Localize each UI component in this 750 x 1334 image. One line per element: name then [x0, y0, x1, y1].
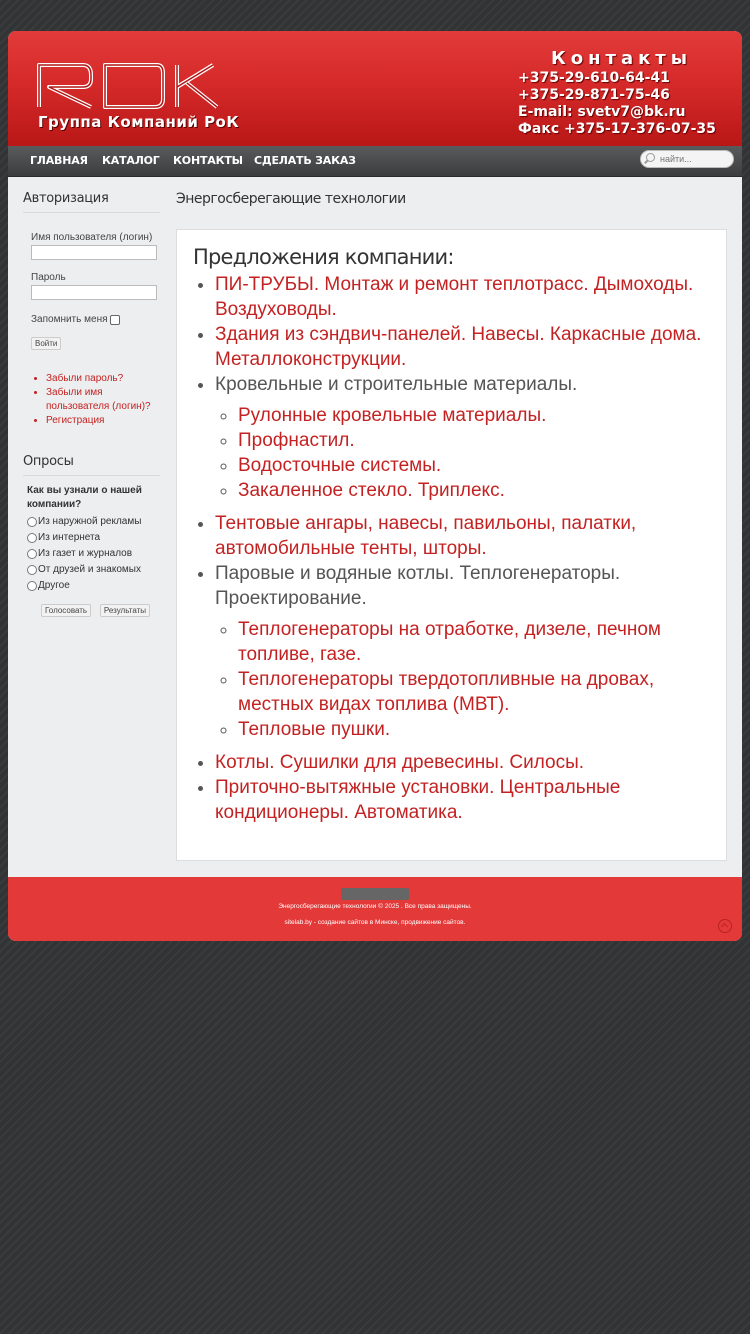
offer-link[interactable]: Котлы. Сушилки для древесины. Силосы. — [215, 752, 585, 773]
nav-item-catalog[interactable]: КАТАЛОГ — [102, 154, 160, 167]
forgot-password-link[interactable]: Забыли пароль? — [46, 373, 124, 384]
radio-button[interactable] — [27, 517, 37, 527]
counter-badge[interactable] — [341, 888, 409, 900]
remember-label: Запомнить меня — [31, 314, 108, 325]
offer-link[interactable]: Рулонные кровельные материалы. — [238, 405, 547, 426]
list-item — [238, 617, 726, 667]
header-contacts — [518, 48, 716, 138]
article-box — [176, 229, 727, 861]
search-icon — [646, 153, 655, 162]
offers-heading: Предложения компании: — [193, 245, 454, 269]
poll-form — [23, 476, 160, 617]
offer-link[interactable]: Теплогенераторы на отработке, дизеле, печном топливе, газе. — [238, 619, 661, 665]
roofing-sublist — [215, 403, 726, 503]
poll-option[interactable] — [27, 516, 160, 528]
email: E-mail: svetv7@bk.ru — [518, 104, 686, 120]
back-to-top-icon[interactable] — [718, 919, 732, 933]
list-item — [238, 428, 726, 453]
nav-item-contacts[interactable]: КОНТАКТЫ — [173, 154, 243, 167]
poll-option-label: Другое — [38, 580, 70, 591]
footer-credits[interactable]: sitelab.by - создание сайтов в Минске, продвижение сайтов. — [284, 919, 466, 926]
username-label: Имя пользователя (логин) — [31, 232, 153, 243]
offer-link[interactable]: Тентовые ангары, навесы, павильоны, палатки, автомобильные тенты, шторы. — [215, 513, 637, 559]
offers-list — [177, 272, 726, 825]
radio-button[interactable] — [27, 581, 37, 591]
poll-option[interactable] — [27, 532, 160, 544]
list-item — [238, 667, 726, 717]
poll-option[interactable] — [27, 564, 160, 576]
phone-2: +375-29-871-75-46 — [518, 87, 670, 103]
register-link[interactable]: Регистрация — [46, 415, 105, 426]
footer-copyright: Энергосберегающие технологии © 2025 . Все права защищены. — [278, 903, 472, 910]
list-item — [238, 403, 726, 428]
fax: Факс +375-17-376-07-35 — [518, 121, 716, 137]
vote-button[interactable]: Голосовать — [41, 604, 91, 617]
logo-subtitle: Группа Компаний РоК — [38, 113, 240, 131]
offer-link[interactable]: Закаленное стекло. Триплекс. — [238, 480, 505, 501]
offer-link[interactable]: Профнастил. — [238, 430, 355, 451]
main-nav — [8, 146, 742, 177]
main-column — [176, 191, 727, 823]
page-title: Энергосберегающие технологии — [176, 191, 406, 207]
offer-link[interactable]: Водосточные системы. — [238, 455, 442, 476]
username-field[interactable] — [31, 245, 157, 260]
content-area — [8, 177, 742, 877]
offer-link[interactable]: Теплогенераторы твердотопливные на дровах, местных видах топлива (МВТ). — [238, 669, 655, 715]
poll-option[interactable] — [27, 580, 160, 592]
boilers-sublist — [215, 617, 726, 742]
login-form — [23, 213, 160, 350]
radio-button[interactable] — [27, 533, 37, 543]
offer-link[interactable]: Приточно-вытяжные установки. Центральные кондиционеры. Автоматика. — [215, 777, 621, 823]
offer-link[interactable]: ПИ-ТРУБЫ. Монтаж и ремонт теплотрасс. Дымоходы. Воздуховоды. — [215, 274, 694, 320]
list-item — [46, 386, 160, 414]
site-footer — [8, 877, 742, 941]
nav-item-order[interactable]: СДЕЛАТЬ ЗАКАЗ — [254, 154, 356, 167]
poll-option-label: От друзей и знакомых — [38, 564, 141, 575]
offer-link[interactable]: Здания из сэндвич-панелей. Навесы. Каркасные дома. Металлоконструкции. — [215, 324, 702, 370]
poll-option-label: Из наружной рекламы — [38, 516, 142, 527]
phone-1: +375-29-610-64-41 — [518, 70, 670, 86]
offer-text: Паровые и водяные котлы. Теплогенераторы. Проектирование. — [215, 563, 621, 609]
login-button[interactable]: Войти — [31, 337, 61, 350]
list-item — [215, 272, 726, 322]
results-button[interactable]: Результаты — [100, 604, 150, 617]
password-label: Пароль — [31, 272, 66, 283]
list-item — [215, 750, 726, 775]
remember-row — [31, 314, 160, 325]
offer-text: Кровельные и строительные материалы. — [215, 374, 578, 395]
poll-option-label: Из интернета — [38, 532, 101, 543]
search-box — [640, 150, 734, 168]
poll-option-label: Из газет и журналов — [38, 548, 133, 559]
list-item — [215, 775, 726, 825]
sidebar — [23, 191, 160, 617]
login-title: Авторизация — [23, 191, 160, 213]
page-wrapper — [8, 31, 742, 941]
poll-question: Как вы узнали о нашей компании? — [27, 485, 142, 510]
poll-option[interactable] — [27, 548, 160, 560]
list-item — [215, 372, 726, 503]
list-item — [46, 372, 160, 386]
poll-title: Опросы — [23, 454, 160, 476]
password-field[interactable] — [31, 285, 157, 300]
list-item — [238, 478, 726, 503]
list-item — [215, 322, 726, 372]
contacts-title: Контакты — [551, 48, 693, 69]
rok-logo[interactable] — [35, 59, 225, 115]
search-input[interactable] — [660, 152, 728, 165]
list-item — [215, 511, 726, 561]
radio-button[interactable] — [27, 549, 37, 559]
radio-button[interactable] — [27, 565, 37, 575]
list-item — [238, 453, 726, 478]
forgot-username-link[interactable]: Забыли имя пользователя (логин)? — [46, 387, 151, 412]
list-item — [215, 561, 726, 742]
list-item — [238, 717, 726, 742]
offer-link[interactable]: Тепловые пушки. — [238, 719, 391, 740]
nav-item-home[interactable]: ГЛАВНАЯ — [30, 154, 88, 167]
list-item — [46, 414, 160, 428]
remember-checkbox[interactable] — [110, 315, 120, 325]
login-links — [23, 372, 160, 428]
site-header — [8, 31, 742, 146]
